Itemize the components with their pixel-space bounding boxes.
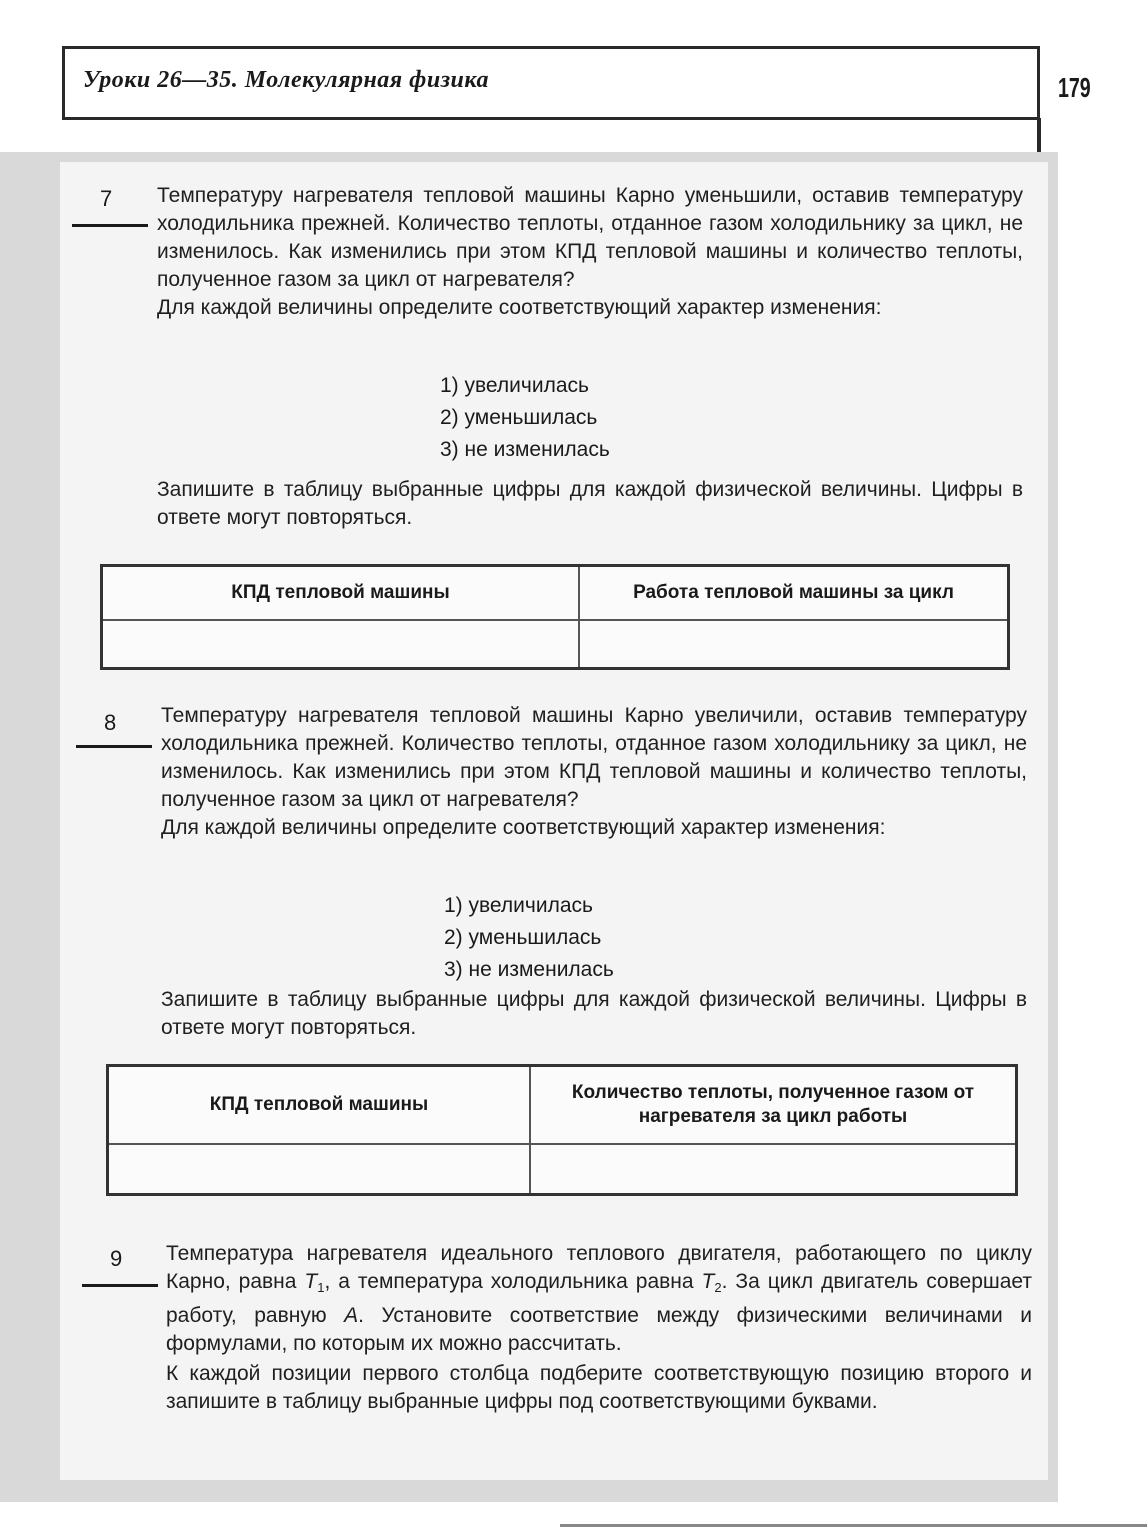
task-7-options <box>440 370 610 466</box>
task-9-text-d: . Установите соответствие между физическими величинами и формулами, по которым их можно рассчитать. <box>166 1304 1032 1355</box>
task-8-question: Температуру нагревателя тепловой машины Карно увеличили, оставив температуру холодильника прежней. Количество теплоты, отданное газом холодильнику за цикл, не изменилось. Как изменились при этом КПД тепловой машины и количество теплоты, полученное газом за цикл от нагревателя? <box>161 704 1027 811</box>
task-8-write-instruction: Запишите в таблицу выбранные цифры для каждой физической величины. Цифры в ответе могут повторяться. <box>161 988 1027 1039</box>
task-8-option-3: 3) не изменилась <box>444 958 614 981</box>
symbol-t2-subscript: 2 <box>714 1280 722 1295</box>
task-7-text <box>157 182 1023 322</box>
task-9-instruction: К каждой позиции первого столбца подберите соответствующую позицию второго и запишите в таблицу выбранные цифры под соответствующими буквами. <box>166 1362 1032 1413</box>
task-8-answer-cell-2[interactable] <box>530 1144 1017 1195</box>
task-8-header-efficiency: КПД тепловой машины <box>108 1066 531 1144</box>
task-7-instruction: Для каждой величины определите соответствующий характер изменения: <box>157 296 882 319</box>
page-title: Уроки 26—35. Молекулярная физика <box>83 67 489 93</box>
task-8-text <box>161 702 1027 842</box>
task-8-answer-table <box>106 1064 1018 1196</box>
task-8-answer-cell-1[interactable] <box>108 1144 531 1195</box>
task-8-header-heat: Количество теплоты, полученное газом от нагревателя за цикл работы <box>530 1066 1017 1144</box>
bottom-rule <box>560 1524 1147 1527</box>
task-8-option-2: 2) уменьшилась <box>444 926 602 949</box>
task-7-header-work: Работа тепловой машины за цикл <box>579 566 1009 620</box>
task-7-option-2: 2) уменьшилась <box>440 406 598 429</box>
task-9-text <box>166 1240 1032 1416</box>
task-7-number: 7 <box>100 186 113 211</box>
task-9-number: 9 <box>110 1246 123 1271</box>
task-9-text-a: Температура нагревателя идеального теплового двигателя, работающего по циклу Карно, равна <box>166 1242 1032 1293</box>
symbol-t1-subscript: 1 <box>317 1280 325 1295</box>
task-7-answer-cell-2[interactable] <box>579 620 1009 669</box>
task-7-rule <box>72 224 148 227</box>
task-7-header-efficiency: КПД тепловой машины <box>102 566 580 620</box>
symbol-a: A <box>344 1304 359 1327</box>
task-8-option-1: 1) увеличилась <box>444 894 593 917</box>
task-7-answer-table <box>100 564 1010 670</box>
task-9-text-b: , а температура холодильника равна <box>324 1270 694 1293</box>
task-8-rule <box>76 745 152 748</box>
task-9-text-c: . За цикл двигатель совершает работу, равную <box>166 1270 1033 1327</box>
task-7-write-instruction: Запишите в таблицу выбранные цифры для каждой физической величины. Цифры в ответе могут повторяться. <box>157 478 1023 529</box>
task-8-number: 8 <box>104 710 117 735</box>
task-8-options <box>444 890 614 986</box>
header-box <box>62 46 1040 120</box>
task-9-question <box>166 1240 1032 1358</box>
symbol-t2: T <box>701 1270 715 1293</box>
symbol-t1: T <box>304 1270 318 1293</box>
task-7-answer-cell-1[interactable] <box>102 620 580 669</box>
page-number: 179 <box>1058 72 1091 103</box>
task-9-rule <box>82 1284 158 1287</box>
task-8-instruction: Для каждой величины определите соответствующий характер изменения: <box>161 816 886 839</box>
task-7-question: Температуру нагревателя тепловой машины Карно уменьшили, оставив температуру холодильника прежней. Количество теплоты, отданное газом холодильнику за цикл, не изменилось. Как изменились при этом КПД тепловой машины и количество теплоты, полученное газом за цикл от нагревателя? <box>157 184 1023 291</box>
task-7-option-1: 1) увеличилась <box>440 374 589 397</box>
header-divider <box>1037 118 1041 156</box>
task-7-option-3: 3) не изменилась <box>440 438 610 461</box>
